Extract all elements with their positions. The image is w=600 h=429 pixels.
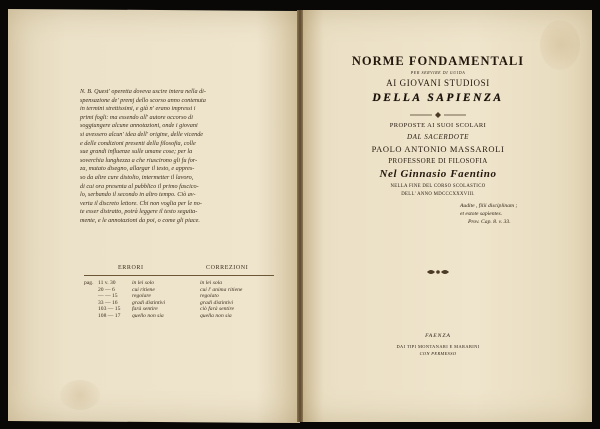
note-line: primi fogli: ma essendo all' autore occorso di bbox=[80, 113, 193, 121]
errata-ref: 108 — 17 bbox=[98, 312, 121, 319]
title-main: NORME FONDAMENTALI bbox=[351, 54, 525, 68]
errata-ref: 11 v. 30 bbox=[98, 280, 116, 286]
errata-row bbox=[84, 293, 284, 300]
school-name: Nel Ginnasio Faentino bbox=[379, 168, 497, 180]
errata-page-prefix bbox=[84, 287, 98, 294]
fleuron-icon bbox=[292, 268, 584, 278]
errata-correction: ciò farà sentire bbox=[200, 306, 234, 313]
errata-ref: 103 — 15 bbox=[98, 306, 121, 313]
errata-correction: regolato bbox=[200, 293, 219, 300]
epigraph-line: et estote sapientes. bbox=[460, 211, 503, 217]
imprint-city: FAENZA bbox=[425, 333, 451, 339]
note-line: mente, e le annotazioni da poi, o come gli piace. bbox=[80, 216, 200, 224]
author-note bbox=[80, 88, 280, 226]
errata-ref: 33 — 16 bbox=[98, 299, 118, 306]
dedication-line: PROPOSTE AI SUOI SCOLARI bbox=[389, 122, 487, 129]
errata-correction: quella non sia bbox=[200, 312, 232, 319]
by-line: DAL SACERDOTE bbox=[407, 133, 469, 141]
note-line: soverchia lunghezza a che riuscirono gli fu for- bbox=[80, 156, 198, 164]
errata-table bbox=[84, 280, 284, 320]
title-subline: PER SERVIRE DI GUIDA bbox=[410, 70, 466, 75]
errata-error: in lei solo bbox=[132, 280, 155, 286]
imprint-printer: DAI TIPI MONTANARI E MARABINI bbox=[396, 344, 480, 349]
corrections-header: CORREZIONI bbox=[206, 265, 249, 271]
note-line: in termini strettissimi, e già n' erano impressi i bbox=[80, 105, 196, 113]
errata-error: quello non sia bbox=[132, 312, 164, 319]
errata-ref: — — 15 bbox=[98, 293, 118, 300]
errata-correction: gradi distintivi bbox=[200, 299, 234, 306]
errata-page-prefix: pag. bbox=[84, 280, 94, 286]
errata-error: farà sentire bbox=[132, 306, 158, 313]
errata-correction: cui l' anima ritiene bbox=[200, 286, 243, 293]
epigraph-line: Audite , filii disciplinam ; bbox=[460, 203, 518, 209]
errata-error: gradi distintivi bbox=[132, 299, 166, 306]
errata-page-prefix bbox=[84, 313, 98, 320]
note-line: e delle condizioni presenti della filosofia, colle bbox=[80, 139, 196, 147]
note-line: te esser distratto, potrà leggere il testo seguita- bbox=[80, 208, 198, 216]
author-name: PAOLO ANTONIO MASSAROLI bbox=[371, 144, 505, 154]
errata-row bbox=[84, 306, 284, 313]
note-line: so da altre cure distolto, intermetter il lavoro, bbox=[80, 173, 194, 181]
note-line: soggiungere alcune annotazioni, onde i giovani bbox=[80, 122, 198, 130]
errata-page-prefix bbox=[84, 306, 98, 313]
note-line: spensazione de' premj dello scorso anno contenuta bbox=[80, 96, 206, 104]
note-line: sue grandi influenze sulle umane cose; per la bbox=[80, 148, 193, 156]
note-line: za, mutato disegno, allargar il testo, e appres- bbox=[80, 165, 195, 173]
occasion-line: NELLA FINE DEL CORSO SCOLASTICO bbox=[390, 184, 486, 189]
title-decorative: DELLA SAPIENZA bbox=[372, 92, 504, 104]
note-line: N. B. Quest' operetta doveva uscire intera nella di- bbox=[80, 88, 206, 95]
errata-page-prefix bbox=[84, 300, 98, 307]
epigraph-source: Prov. Cap. 8. v. 33. bbox=[468, 219, 511, 225]
errata-error: regolare bbox=[132, 293, 151, 300]
errata-page-prefix bbox=[84, 293, 98, 300]
errata-rule bbox=[84, 275, 274, 276]
paper-stain bbox=[60, 380, 100, 410]
note-line: lo, serbando il secondo in altro tempo. Ciò av- bbox=[80, 191, 196, 199]
note-line: si avessero alcun' idea dell' origine, delle vicende bbox=[80, 130, 204, 138]
errata-correction: in lei sola bbox=[200, 280, 223, 286]
ornament-divider-icon bbox=[292, 111, 584, 121]
errata-row bbox=[84, 300, 284, 307]
title-secondary: AI GIOVANI STUDIOSI bbox=[386, 78, 490, 88]
errata-header: ERRORI bbox=[118, 265, 144, 271]
errata-error: cui ritiene bbox=[132, 286, 155, 293]
note-line: di cui ora presenta al pubblico il primo fascico- bbox=[80, 182, 199, 190]
errata-row bbox=[84, 280, 284, 287]
author-role: PROFESSORE DI FILOSOFIA bbox=[388, 157, 488, 165]
errata-ref: 20 — 6 bbox=[98, 286, 115, 293]
errata-row bbox=[84, 287, 284, 294]
note-line: verta il discreto lettore. Chi non voglia per le no- bbox=[80, 199, 202, 207]
imprint-permission: CON PERMESSO bbox=[419, 351, 457, 356]
year-line: DELL' ANNO MDCCCXXXVIII. bbox=[401, 192, 475, 197]
errata-row bbox=[84, 313, 284, 320]
